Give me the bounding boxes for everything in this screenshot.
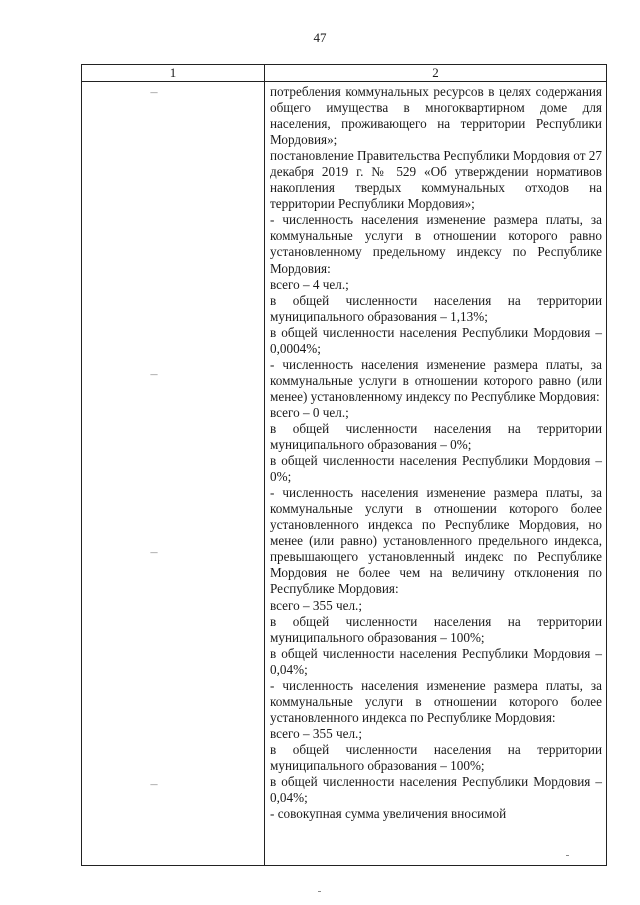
paragraph: всего – 355 чел.; <box>270 597 362 613</box>
paragraph: в общей численности населения Республики Мордовия – 0,04%; <box>270 645 602 677</box>
document-table <box>81 64 607 866</box>
scan-artifact <box>318 891 321 892</box>
paragraph: - численность населения изменение размера платы, за коммунальные услуги в отношении которого более установленного индекса по Республике Мордовия: <box>270 677 602 725</box>
paragraph: в общей численности населения Республики Мордовия – 0,04%; <box>270 774 602 806</box>
scan-artifact <box>566 855 569 856</box>
paragraph: постановление Правительства Республики Мордовия от 27 декабря 2019 г. № 529 «Об утверждении нормативов накопления твердых коммунальных отходов на территории Республики Мордовия»; <box>270 148 602 212</box>
right-column-cell <box>265 82 607 866</box>
paragraph: - численность населения изменение размера платы, за коммунальные услуги в отношении которого более установленного индекса по Республике Мордовия, но менее (или равно) установленного предельного индекса, превышающего установленный индекс по Республике Мордовия не более чем на величину отклонения по Республике Мордовия: <box>270 485 602 597</box>
paragraph: - совокупная сумма увеличения вносимой <box>270 806 507 822</box>
paragraph: всего – 355 чел.; <box>270 725 362 741</box>
column-header-2: 2 <box>265 65 607 82</box>
paragraph: в общей численности населения на территории муниципального образования – 1,13%; <box>270 292 602 324</box>
paragraph: всего – 4 чел.; <box>270 276 349 292</box>
column-header-1: 1 <box>82 65 265 82</box>
paragraph: в общей численности населения на территории муниципального образования – 0%; <box>270 420 602 453</box>
paragraph: - численность населения изменение размера платы, за коммунальные услуги в отношении которого равно (или менее) установленному индексу по Республике Мордовия: <box>270 356 602 404</box>
left-column-cell <box>82 82 265 866</box>
table-header-row <box>82 65 607 82</box>
paragraph: в общей численности населения на территории муниципального образования – 100%; <box>270 613 602 645</box>
margin-mark: — <box>150 780 158 789</box>
page-number: 47 <box>313 30 327 45</box>
margin-mark: — <box>150 370 158 379</box>
paragraph: - численность населения изменение размера платы, за коммунальные услуги в отношении которого равно установленному предельному индексу по Республике Мордовия: <box>270 212 602 276</box>
paragraph: всего – 0 чел.; <box>270 404 349 420</box>
paragraph: в общей численности населения Республики Мордовия – 0%; <box>270 453 602 485</box>
table-body-row <box>82 82 607 866</box>
paragraph: в общей численности населения на территории муниципального образования – 100%; <box>270 741 602 773</box>
margin-mark: — <box>150 548 158 557</box>
margin-mark: — <box>150 88 158 97</box>
paragraph: потребления коммунальных ресурсов в целях содержания общего имущества в многоквартирном доме для населения, проживающего на территории Республики Мордовия»; <box>270 84 602 148</box>
paragraph: в общей численности населения Республики Мордовия – 0,0004%; <box>270 324 602 356</box>
